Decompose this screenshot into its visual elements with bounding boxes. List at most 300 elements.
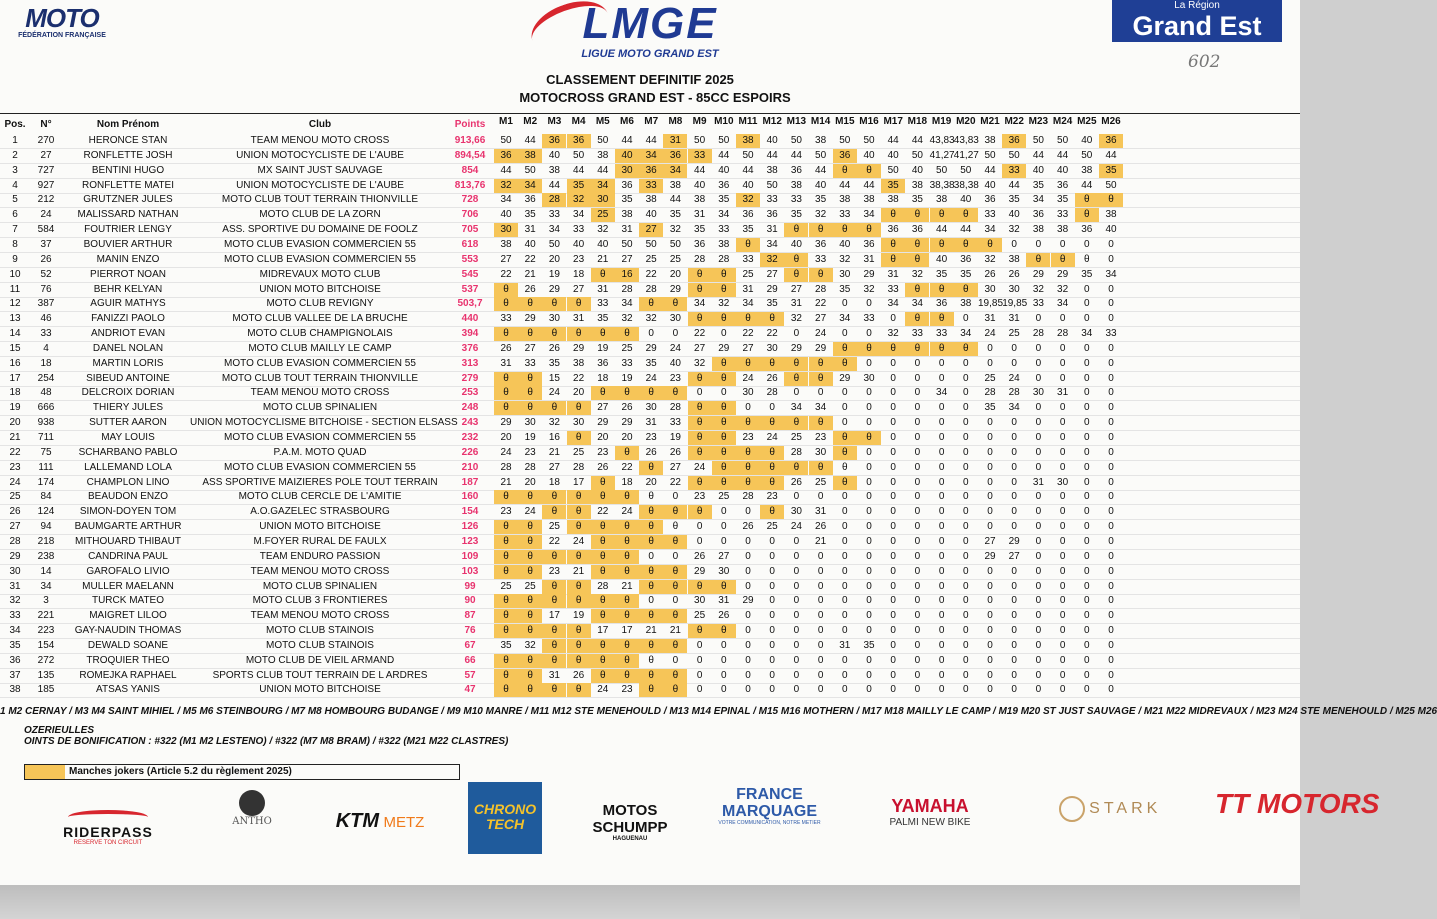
manche-cell: 30 bbox=[494, 223, 518, 237]
manche-cell: 22 bbox=[742, 328, 754, 339]
manche-cell: 0 bbox=[1011, 491, 1017, 502]
manche-cell: θ bbox=[833, 164, 857, 178]
manche-cell: θ bbox=[688, 476, 712, 490]
manche-cell: 0 bbox=[1059, 402, 1066, 413]
manche-cell: θ bbox=[736, 461, 760, 475]
manche-cell: 0 bbox=[1059, 521, 1066, 532]
manche-cell: θ bbox=[1026, 253, 1050, 267]
manche-cell: θ bbox=[567, 520, 591, 534]
manche-cell: 33 bbox=[1032, 298, 1044, 309]
row-points: 376 bbox=[461, 343, 479, 354]
manche-cell: 38 bbox=[766, 165, 778, 176]
manche-cell: 31 bbox=[839, 640, 851, 651]
manche-cell: θ bbox=[1099, 193, 1123, 207]
row-name: MAIGRET LILOO bbox=[89, 610, 167, 621]
page-subtitle: MOTOCROSS GRAND EST - 85CC ESPOIRS bbox=[519, 90, 791, 105]
manche-cell: 19 bbox=[597, 343, 609, 354]
manche-cell: 40 bbox=[645, 209, 657, 220]
manche-cell: 0 bbox=[890, 447, 896, 458]
manche-cell: 0 bbox=[914, 462, 921, 473]
manche-cell: 36 bbox=[960, 254, 972, 265]
manche-cell: 0 bbox=[963, 358, 969, 369]
manche-cell: θ bbox=[591, 520, 615, 534]
manche-cell: 0 bbox=[987, 581, 993, 592]
manche-cell: θ bbox=[809, 268, 833, 282]
row-num: 111 bbox=[38, 462, 54, 473]
manche-cell: 0 bbox=[914, 610, 921, 621]
manche-cell: 0 bbox=[890, 417, 896, 428]
row-num: 27 bbox=[40, 150, 52, 161]
manche-cell: 0 bbox=[987, 566, 993, 577]
manche-cell: 0 bbox=[721, 670, 727, 681]
manche-cell: 0 bbox=[793, 640, 800, 651]
row-club: MOTO CLUB VALLEE DE LA BRUCHE bbox=[232, 313, 408, 324]
manche-cell: 34 bbox=[718, 209, 730, 220]
manche-cell: 0 bbox=[1035, 670, 1042, 681]
manche-cell: 34 bbox=[694, 298, 706, 309]
manche-cell: 0 bbox=[987, 432, 993, 443]
col-header-manche: M24 bbox=[1052, 116, 1073, 127]
manche-cell: θ bbox=[518, 654, 542, 668]
row-club: MOTO CLUB MAILLY LE CAMP bbox=[248, 343, 392, 354]
manche-cell: 0 bbox=[866, 387, 872, 398]
manche-cell: 30 bbox=[742, 387, 754, 398]
manche-cell: 0 bbox=[721, 328, 727, 339]
manche-cell: 0 bbox=[938, 462, 945, 473]
manche-cell: 33 bbox=[1105, 328, 1117, 339]
row-num: 711 bbox=[38, 432, 54, 443]
manche-cell: 0 bbox=[1084, 462, 1090, 473]
manche-cell: 27 bbox=[597, 402, 609, 413]
row-name: AGUIR MATHYS bbox=[90, 298, 166, 309]
col-header-manche: M14 bbox=[810, 116, 831, 127]
manche-cell: 0 bbox=[1059, 536, 1066, 547]
manche-cell: θ bbox=[648, 491, 654, 502]
manche-cell: 0 bbox=[1035, 239, 1042, 250]
row-pos: 29 bbox=[9, 551, 21, 562]
manche-cell: 36 bbox=[790, 165, 802, 176]
manche-cell: 0 bbox=[1035, 491, 1042, 502]
manche-cell: 0 bbox=[866, 462, 872, 473]
row-num: 24 bbox=[40, 209, 52, 220]
manche-cell: 38 bbox=[815, 135, 827, 146]
manche-cell: 0 bbox=[817, 655, 824, 666]
manche-cell: 33 bbox=[639, 179, 663, 193]
manche-cell: θ bbox=[518, 490, 542, 504]
manche-cell: 22 bbox=[694, 328, 706, 339]
manche-cell: 18 bbox=[573, 269, 585, 280]
manche-cell: 0 bbox=[938, 566, 945, 577]
manche-cell: θ bbox=[639, 683, 663, 697]
manche-cell: 44 bbox=[984, 165, 996, 176]
manche-cell: 0 bbox=[914, 536, 921, 547]
manche-cell: θ bbox=[567, 639, 591, 653]
manche-cell: 50 bbox=[984, 150, 996, 161]
manche-cell: 26 bbox=[694, 551, 706, 562]
manche-cell: θ bbox=[712, 312, 736, 326]
row-name: HERONCE STAN bbox=[88, 135, 168, 146]
row-club: MOTO CLUB EVASION COMMERCIEN 55 bbox=[224, 239, 416, 250]
manche-cell: 44 bbox=[1032, 150, 1044, 161]
row-name: GAY-NAUDIN THOMAS bbox=[74, 625, 182, 636]
row-points: 90 bbox=[464, 595, 476, 606]
manche-cell: θ bbox=[567, 624, 591, 638]
manche-cell: 0 bbox=[769, 625, 775, 636]
manche-cell: 38 bbox=[573, 358, 585, 369]
manche-cell: 19 bbox=[573, 610, 585, 621]
manche-cell: θ bbox=[672, 521, 679, 532]
manche-cell: 35 bbox=[500, 640, 512, 651]
manche-cell: 35 bbox=[694, 224, 706, 235]
manche-cell: 26 bbox=[669, 447, 681, 458]
manche-cell: 20 bbox=[669, 269, 681, 280]
manche-cell: 0 bbox=[1108, 432, 1114, 443]
manche-cell: θ bbox=[591, 268, 615, 282]
manche-cell: 0 bbox=[696, 536, 703, 547]
manche-cell: θ bbox=[954, 342, 978, 356]
manche-cell: 0 bbox=[1084, 239, 1090, 250]
manche-cell: 44 bbox=[960, 224, 972, 235]
manche-cell: 0 bbox=[890, 625, 896, 636]
manche-cell: 0 bbox=[672, 551, 679, 562]
manche-cell: 0 bbox=[1011, 462, 1017, 473]
manche-cell: 0 bbox=[963, 581, 969, 592]
manche-cell: 0 bbox=[769, 402, 775, 413]
manche-cell: 23 bbox=[548, 566, 560, 577]
manche-cell: 44 bbox=[790, 150, 802, 161]
manche-cell: 0 bbox=[1108, 521, 1114, 532]
manche-cell: 36 bbox=[1057, 180, 1069, 191]
manche-cell: 0 bbox=[890, 462, 896, 473]
manche-cell: 0 bbox=[987, 462, 993, 473]
manche-cell: 0 bbox=[1108, 566, 1114, 577]
manche-cell: θ bbox=[930, 283, 954, 297]
manche-cell: 33 bbox=[548, 209, 560, 220]
manche-cell: 44 bbox=[815, 165, 827, 176]
manche-cell: 33 bbox=[887, 284, 899, 295]
manche-cell: 36 bbox=[567, 134, 591, 148]
manche-cell: 15 bbox=[548, 373, 560, 384]
manche-cell: θ bbox=[567, 401, 591, 415]
manche-cell: 26 bbox=[621, 402, 633, 413]
manche-cell: 34 bbox=[639, 149, 663, 163]
manche-cell: θ bbox=[1075, 208, 1099, 222]
manche-cell: θ bbox=[881, 238, 905, 252]
manche-cell: 35 bbox=[1099, 164, 1123, 178]
row-club: MOTO CLUB DE LA ZORN bbox=[259, 209, 381, 220]
row-name: MAY LOUIS bbox=[101, 432, 155, 443]
manche-cell: 0 bbox=[745, 610, 751, 621]
manche-cell: 35 bbox=[863, 640, 875, 651]
manche-cell: 40 bbox=[669, 358, 681, 369]
manche-cell: 35 bbox=[790, 209, 802, 220]
manche-cell: 50 bbox=[839, 135, 851, 146]
manche-cell: 0 bbox=[963, 595, 969, 606]
manche-cell: θ bbox=[712, 401, 736, 415]
manche-cell: θ bbox=[784, 461, 808, 475]
row-points: 813,76 bbox=[454, 180, 486, 191]
manche-cell: 34 bbox=[936, 387, 948, 398]
manche-cell: 32 bbox=[984, 254, 996, 265]
row-points: 226 bbox=[461, 447, 479, 458]
sponsor-schumpp: MOTOS SCHUMPP HAGUENAU bbox=[592, 802, 668, 842]
manche-cell: θ bbox=[639, 565, 663, 579]
manche-cell: 0 bbox=[987, 506, 993, 517]
manche-cell: θ bbox=[494, 565, 518, 579]
manche-cell: 0 bbox=[1084, 298, 1090, 309]
manche-cell: θ bbox=[760, 446, 784, 460]
manche-cell: 50 bbox=[621, 239, 633, 250]
manche-cell: θ bbox=[591, 669, 615, 683]
manche-cell: 19,85 bbox=[1002, 298, 1028, 309]
manche-cell: 29 bbox=[742, 595, 754, 606]
manche-cell: 0 bbox=[1084, 477, 1090, 488]
manche-cell: 43,83 bbox=[953, 135, 979, 146]
manche-cell: 0 bbox=[914, 581, 921, 592]
manche-cell: 20 bbox=[573, 387, 585, 398]
row-points: 57 bbox=[464, 670, 476, 681]
manche-cell: θ bbox=[615, 446, 639, 460]
manche-cell: 27 bbox=[524, 343, 536, 354]
manche-cell: 0 bbox=[721, 521, 727, 532]
manche-cell: 29 bbox=[645, 343, 657, 354]
row-pos: 35 bbox=[9, 640, 21, 651]
manche-cell: 36 bbox=[863, 239, 875, 250]
manche-cell: 0 bbox=[1084, 610, 1090, 621]
row-pos: 38 bbox=[9, 684, 21, 695]
manche-cell: 24 bbox=[573, 536, 585, 547]
row-points: 123 bbox=[461, 536, 479, 547]
manche-cell: 0 bbox=[938, 506, 945, 517]
manche-cell: 0 bbox=[963, 610, 969, 621]
manche-cell: 25 bbox=[1008, 328, 1020, 339]
manche-cell: 30 bbox=[524, 417, 536, 428]
manche-cell: 38 bbox=[669, 180, 681, 191]
manche-cell: 38 bbox=[736, 134, 760, 148]
manche-cell: 0 bbox=[963, 447, 969, 458]
manche-cell: 35 bbox=[911, 194, 923, 205]
manche-cell: θ bbox=[591, 639, 615, 653]
row-pos: 32 bbox=[9, 595, 21, 606]
manche-cell: 33 bbox=[688, 149, 712, 163]
manche-cell: 38 bbox=[839, 194, 851, 205]
manche-cell: 40 bbox=[1032, 165, 1044, 176]
manche-cell: 0 bbox=[914, 566, 921, 577]
manche-cell: 0 bbox=[938, 670, 945, 681]
manche-cell: 50 bbox=[766, 180, 778, 191]
col-header-manche: M3 bbox=[547, 116, 562, 127]
row-name: MALISSARD NATHAN bbox=[77, 209, 179, 220]
row-num: 14 bbox=[40, 566, 52, 577]
manche-cell: θ bbox=[542, 580, 566, 594]
manche-cell: 0 bbox=[963, 402, 969, 413]
manche-cell: 0 bbox=[1035, 462, 1042, 473]
row-num: 666 bbox=[37, 402, 55, 413]
manche-cell: 0 bbox=[1035, 373, 1042, 384]
manche-cell: θ bbox=[494, 624, 518, 638]
manche-cell: 0 bbox=[793, 328, 800, 339]
manche-cell: 0 bbox=[1108, 313, 1114, 324]
manche-cell: 50 bbox=[1032, 135, 1044, 146]
manche-cell: 25 bbox=[524, 581, 536, 592]
manche-cell: θ bbox=[663, 609, 687, 623]
manche-cell: 50 bbox=[694, 135, 706, 146]
manche-cell: θ bbox=[784, 372, 808, 386]
manche-cell: 0 bbox=[817, 670, 824, 681]
row-pos: 18 bbox=[9, 387, 21, 398]
manche-cell: 0 bbox=[1108, 387, 1114, 398]
col-header-manche: M12 bbox=[762, 116, 782, 127]
manche-cell: 0 bbox=[987, 625, 993, 636]
manche-cell: 31 bbox=[694, 209, 706, 220]
manche-cell: 0 bbox=[963, 551, 969, 562]
scanner-shadow bbox=[0, 885, 1300, 919]
manche-cell: 19,85 bbox=[978, 298, 1004, 309]
row-pos: 24 bbox=[9, 477, 21, 488]
manche-cell: θ bbox=[736, 357, 760, 371]
row-points: 66 bbox=[464, 655, 476, 666]
manche-cell: θ bbox=[688, 624, 712, 638]
manche-cell: 0 bbox=[866, 625, 872, 636]
manche-cell: 0 bbox=[1035, 551, 1042, 562]
manche-cell: 0 bbox=[914, 595, 921, 606]
manche-cell: 0 bbox=[793, 610, 800, 621]
row-name: LALLEMAND LOLA bbox=[84, 462, 172, 473]
manche-cell: 31 bbox=[663, 134, 687, 148]
manche-cell: θ bbox=[567, 580, 591, 594]
row-pos: 23 bbox=[9, 462, 21, 473]
manche-cell: θ bbox=[688, 580, 712, 594]
manche-cell: 0 bbox=[1011, 343, 1017, 354]
manche-cell: 31 bbox=[524, 224, 536, 235]
row-name: BENTINI HUGO bbox=[91, 165, 165, 176]
manche-cell: 0 bbox=[793, 595, 800, 606]
row-name: PIERROT NOAN bbox=[90, 269, 166, 280]
manche-cell: 0 bbox=[987, 610, 993, 621]
manche-cell: 50 bbox=[669, 239, 681, 250]
row-points: 705 bbox=[461, 224, 479, 235]
sponsor-yamaha: YAMAHA PALMI NEW BIKE bbox=[889, 796, 971, 828]
manche-cell: θ bbox=[833, 446, 857, 460]
manche-cell: 0 bbox=[721, 684, 727, 695]
manche-cell: 32 bbox=[760, 253, 784, 267]
manche-cell: 50 bbox=[790, 135, 802, 146]
manche-cell: θ bbox=[494, 327, 518, 341]
manche-cell: 0 bbox=[1035, 506, 1042, 517]
manche-cell: 41,27 bbox=[929, 150, 955, 161]
manche-cell: 23 bbox=[500, 506, 512, 517]
manche-cell: 24 bbox=[645, 373, 657, 384]
manche-cell: 44 bbox=[1105, 150, 1117, 161]
col-header-manche: M26 bbox=[1101, 116, 1121, 127]
manche-cell: 29 bbox=[621, 417, 633, 428]
manche-cell: 0 bbox=[963, 625, 969, 636]
manche-cell: 18 bbox=[621, 477, 633, 488]
manche-cell: θ bbox=[615, 386, 639, 400]
manche-cell: 24 bbox=[621, 506, 633, 517]
manche-cell: 31 bbox=[500, 358, 512, 369]
manche-cell: 50 bbox=[815, 150, 827, 161]
manche-cell: θ bbox=[712, 624, 736, 638]
manche-cell: 0 bbox=[866, 684, 872, 695]
manche-cell: 30 bbox=[645, 402, 657, 413]
manche-cell: 0 bbox=[914, 417, 921, 428]
manche-cell: θ bbox=[518, 535, 542, 549]
manche-cell: θ bbox=[663, 297, 687, 311]
manche-cell: θ bbox=[639, 639, 663, 653]
manche-cell: 28 bbox=[1032, 328, 1044, 339]
manche-cell: 0 bbox=[1108, 684, 1114, 695]
manche-cell: θ bbox=[494, 386, 518, 400]
row-name: DELCROIX DORIAN bbox=[81, 387, 175, 398]
manche-cell: 27 bbox=[742, 343, 754, 354]
manche-cell: θ bbox=[784, 253, 808, 267]
manche-cell: 0 bbox=[1011, 684, 1017, 695]
manche-cell: 31 bbox=[621, 224, 633, 235]
manche-cell: 21 bbox=[669, 625, 681, 636]
manche-cell: 25 bbox=[548, 521, 560, 532]
manche-cell: 0 bbox=[793, 684, 800, 695]
manche-cell: 0 bbox=[1108, 447, 1114, 458]
manche-cell: 0 bbox=[721, 640, 727, 651]
manche-cell: 23 bbox=[621, 684, 633, 695]
manche-cell: 0 bbox=[793, 625, 800, 636]
manche-cell: 33 bbox=[790, 194, 802, 205]
manche-cell: θ bbox=[518, 550, 542, 564]
manche-cell: 29 bbox=[1008, 536, 1020, 547]
manche-cell: 28 bbox=[1057, 328, 1069, 339]
row-num: 76 bbox=[40, 284, 52, 295]
manche-cell: 0 bbox=[817, 491, 824, 502]
manche-cell: θ bbox=[591, 490, 615, 504]
manche-cell: 21 bbox=[815, 536, 827, 547]
manche-cell: 0 bbox=[842, 491, 848, 502]
manche-cell: 25 bbox=[742, 269, 754, 280]
manche-cell: 0 bbox=[1084, 447, 1090, 458]
manche-cell: 34 bbox=[960, 328, 972, 339]
manche-cell: 0 bbox=[963, 491, 969, 502]
manche-cell: 0 bbox=[938, 521, 945, 532]
manche-cell: 0 bbox=[938, 402, 945, 413]
manche-cell: θ bbox=[905, 253, 929, 267]
row-points: 854 bbox=[461, 165, 479, 176]
manche-cell: 30 bbox=[1032, 387, 1044, 398]
manche-cell: 0 bbox=[1059, 640, 1066, 651]
row-num: 52 bbox=[40, 269, 52, 280]
manche-cell: 0 bbox=[1108, 506, 1114, 517]
manche-cell: 0 bbox=[769, 595, 775, 606]
manche-cell: 50 bbox=[573, 150, 585, 161]
row-pos: 17 bbox=[9, 373, 21, 384]
manche-cell: 29 bbox=[718, 343, 730, 354]
manche-cell: 27 bbox=[621, 254, 633, 265]
manche-cell: 32 bbox=[736, 193, 760, 207]
manche-cell: 32 bbox=[621, 313, 633, 324]
manche-cell: 25 bbox=[718, 491, 730, 502]
manche-cell: 30 bbox=[766, 343, 778, 354]
col-header-name: Nom Prénom bbox=[96, 119, 160, 130]
manche-cell: 0 bbox=[1084, 284, 1090, 295]
manche-cell: 0 bbox=[842, 581, 848, 592]
manche-cell: 36 bbox=[1002, 134, 1026, 148]
sponsor-chronotech: CHRONO TECH bbox=[468, 782, 542, 854]
row-num: 84 bbox=[40, 491, 52, 502]
manche-cell: 17 bbox=[548, 610, 560, 621]
row-name: SUTTER AARON bbox=[89, 417, 167, 428]
row-num: 254 bbox=[37, 373, 55, 384]
manche-cell: θ bbox=[615, 565, 639, 579]
manche-cell: 0 bbox=[890, 595, 896, 606]
